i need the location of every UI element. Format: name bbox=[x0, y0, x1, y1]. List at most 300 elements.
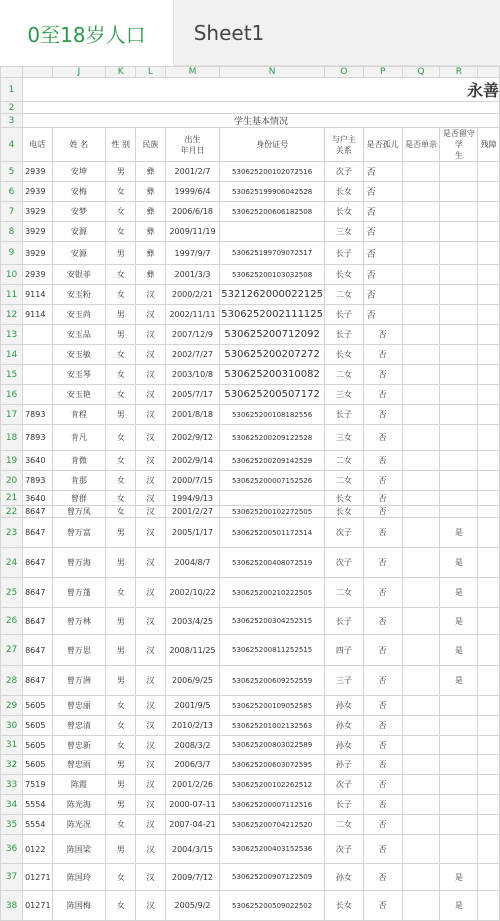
cell-phone[interactable]: 5605 bbox=[23, 755, 52, 775]
cell-id-number[interactable]: 530625200606182508 bbox=[220, 202, 325, 222]
cell-single-parent[interactable] bbox=[402, 666, 440, 696]
cell-orphan[interactable]: 否 bbox=[363, 222, 402, 242]
cell-id-number[interactable]: 530625199709072517 bbox=[220, 242, 325, 265]
cell-birth-date[interactable]: 2005/9/2 bbox=[165, 891, 219, 921]
cell-id-number[interactable]: 530625200304252515 bbox=[220, 608, 325, 635]
cell-relation[interactable]: 长子 bbox=[325, 242, 364, 265]
column-header-s[interactable] bbox=[478, 67, 500, 78]
cell-left-behind[interactable]: 是 bbox=[440, 891, 478, 921]
cell-birth-date[interactable]: 2009/11/19 bbox=[165, 222, 219, 242]
cell-phone[interactable]: 5554 bbox=[23, 815, 52, 835]
cell-cut-off[interactable] bbox=[478, 891, 500, 921]
cell-cut-off[interactable] bbox=[478, 222, 500, 242]
cell-name[interactable]: 曾群 bbox=[52, 491, 106, 506]
blank-cell[interactable] bbox=[23, 102, 500, 114]
cell-name[interactable]: 肯凡 bbox=[52, 425, 106, 451]
cell-orphan[interactable]: 否 bbox=[363, 716, 402, 736]
cell-gender[interactable]: 男 bbox=[106, 162, 136, 182]
column-header-p[interactable]: P bbox=[363, 67, 402, 78]
row-number[interactable]: 16 bbox=[1, 385, 23, 405]
cell-phone[interactable]: 2939 bbox=[23, 162, 52, 182]
cell-birth-date[interactable]: 2001/2/7 bbox=[165, 162, 219, 182]
row-number[interactable]: 15 bbox=[1, 365, 23, 385]
cell-birth-date[interactable]: 2006/6/18 bbox=[165, 202, 219, 222]
header-single-parent[interactable]: 是否单亲 bbox=[402, 128, 440, 162]
cell-id-number[interactable]: 530625200102272505 bbox=[220, 506, 325, 518]
row-number[interactable]: 37 bbox=[1, 864, 23, 891]
cell-ethnicity[interactable]: 彝 bbox=[136, 162, 166, 182]
cell-gender[interactable]: 男 bbox=[106, 405, 136, 425]
cell-cut-off[interactable] bbox=[478, 202, 500, 222]
cell-relation[interactable]: 长女 bbox=[325, 265, 364, 285]
cell-orphan[interactable]: 否 bbox=[363, 736, 402, 755]
cell-single-parent[interactable] bbox=[402, 795, 440, 815]
cell-single-parent[interactable] bbox=[402, 222, 440, 242]
cell-cut-off[interactable] bbox=[478, 864, 500, 891]
cell-left-behind[interactable]: 是 bbox=[440, 635, 478, 666]
cell-phone[interactable]: 9114 bbox=[23, 285, 52, 305]
cell-id-number[interactable]: 530625200102262512 bbox=[220, 775, 325, 795]
cell-cut-off[interactable] bbox=[478, 755, 500, 775]
cell-orphan[interactable]: 否 bbox=[363, 285, 402, 305]
cell-gender[interactable]: 女 bbox=[106, 202, 136, 222]
cell-orphan[interactable]: 否 bbox=[363, 835, 402, 864]
row-number[interactable]: 11 bbox=[1, 285, 23, 305]
cell-ethnicity[interactable]: 汉 bbox=[136, 696, 166, 716]
cell-relation[interactable]: 长女 bbox=[325, 182, 364, 202]
cell-gender[interactable]: 男 bbox=[106, 548, 136, 578]
cell-relation[interactable]: 长子 bbox=[325, 608, 364, 635]
cell-birth-date[interactable]: 2000-07-11 bbox=[165, 795, 219, 815]
cell-birth-date[interactable]: 2000/7/15 bbox=[165, 471, 219, 491]
cell-birth-date[interactable]: 1994/9/13 bbox=[165, 491, 219, 506]
cell-gender[interactable]: 男 bbox=[106, 795, 136, 815]
cell-left-behind[interactable] bbox=[440, 471, 478, 491]
cell-cut-off[interactable] bbox=[478, 405, 500, 425]
cell-single-parent[interactable] bbox=[402, 182, 440, 202]
cell-id-number[interactable]: 530625200712092 bbox=[220, 325, 325, 345]
cell-name[interactable]: 肯那 bbox=[52, 471, 106, 491]
cell-relation[interactable]: 长女 bbox=[325, 345, 364, 365]
cell-cut-off[interactable] bbox=[478, 182, 500, 202]
cell-name[interactable]: 安银菲 bbox=[52, 265, 106, 285]
cell-ethnicity[interactable]: 汉 bbox=[136, 345, 166, 365]
cell-name[interactable]: 曾万思 bbox=[52, 635, 106, 666]
cell-ethnicity[interactable]: 汉 bbox=[136, 405, 166, 425]
cell-ethnicity[interactable]: 汉 bbox=[136, 305, 166, 325]
cell-name[interactable]: 安玉琴 bbox=[52, 365, 106, 385]
column-header-i[interactable] bbox=[23, 67, 52, 78]
column-header-k[interactable]: K bbox=[106, 67, 136, 78]
cell-single-parent[interactable] bbox=[402, 506, 440, 518]
cell-relation[interactable]: 长子 bbox=[325, 795, 364, 815]
cell-ethnicity[interactable]: 彝 bbox=[136, 222, 166, 242]
cell-id-number[interactable]: 530625200103032508 bbox=[220, 265, 325, 285]
cell-relation[interactable]: 次子 bbox=[325, 775, 364, 795]
cell-single-parent[interactable] bbox=[402, 285, 440, 305]
cell-cut-off[interactable] bbox=[478, 471, 500, 491]
header-gender[interactable]: 性 别 bbox=[106, 128, 136, 162]
cell-name[interactable]: 陈光况 bbox=[52, 815, 106, 835]
header-left-behind[interactable] bbox=[440, 128, 478, 162]
cell-id-number[interactable]: 5306252002111125 bbox=[220, 305, 325, 325]
cell-id-number[interactable]: 530625200207272 bbox=[220, 345, 325, 365]
cell-ethnicity[interactable]: 彝 bbox=[136, 202, 166, 222]
cell-id-number[interactable]: 530625200501172514 bbox=[220, 518, 325, 548]
cell-orphan[interactable]: 否 bbox=[363, 242, 402, 265]
cell-cut-off[interactable] bbox=[478, 425, 500, 451]
cell-relation[interactable]: 二女 bbox=[325, 285, 364, 305]
cell-name[interactable]: 曾忠清 bbox=[52, 716, 106, 736]
column-header-m[interactable]: M bbox=[165, 67, 219, 78]
row-number[interactable]: 33 bbox=[1, 775, 23, 795]
column-header-o[interactable]: O bbox=[325, 67, 364, 78]
header-ethnicity[interactable]: 民族 bbox=[136, 128, 166, 162]
cell-gender[interactable]: 女 bbox=[106, 506, 136, 518]
cell-relation[interactable]: 孙女 bbox=[325, 736, 364, 755]
cell-birth-date[interactable]: 2000/2/21 bbox=[165, 285, 219, 305]
cell-name[interactable]: 曾万海 bbox=[52, 548, 106, 578]
cell-single-parent[interactable] bbox=[402, 365, 440, 385]
cell-phone[interactable]: 7519 bbox=[23, 775, 52, 795]
cell-orphan[interactable]: 否 bbox=[363, 405, 402, 425]
cell-phone[interactable] bbox=[23, 365, 52, 385]
cell-cut-off[interactable] bbox=[478, 635, 500, 666]
header-birth-date[interactable] bbox=[165, 128, 219, 162]
cell-phone[interactable]: 9114 bbox=[23, 305, 52, 325]
cell-name[interactable]: 陈国梅 bbox=[52, 891, 106, 921]
cell-single-parent[interactable] bbox=[402, 815, 440, 835]
cell-ethnicity[interactable]: 彝 bbox=[136, 242, 166, 265]
cell-name[interactable]: 曾忠新 bbox=[52, 736, 106, 755]
cell-id-number[interactable]: 530625200408072519 bbox=[220, 548, 325, 578]
cell-id-number[interactable]: 530625200310082 bbox=[220, 365, 325, 385]
cell-phone[interactable]: 8647 bbox=[23, 666, 52, 696]
cell-relation[interactable]: 二女 bbox=[325, 451, 364, 471]
cell-left-behind[interactable] bbox=[440, 162, 478, 182]
cell-left-behind[interactable]: 是 bbox=[440, 548, 478, 578]
cell-single-parent[interactable] bbox=[402, 405, 440, 425]
cell-left-behind[interactable] bbox=[440, 365, 478, 385]
cell-relation[interactable]: 二女 bbox=[325, 471, 364, 491]
cell-orphan[interactable]: 否 bbox=[363, 815, 402, 835]
cell-phone[interactable]: 7893 bbox=[23, 405, 52, 425]
cell-id-number[interactable]: 530625200209122528 bbox=[220, 425, 325, 451]
cell-ethnicity[interactable]: 汉 bbox=[136, 891, 166, 921]
row-number[interactable]: 28 bbox=[1, 666, 23, 696]
cell-cut-off[interactable] bbox=[478, 162, 500, 182]
cell-single-parent[interactable] bbox=[402, 864, 440, 891]
cell-name[interactable]: 安玉品 bbox=[52, 325, 106, 345]
cell-id-number[interactable]: 530625200509022502 bbox=[220, 891, 325, 921]
cell-ethnicity[interactable]: 彝 bbox=[136, 182, 166, 202]
cell-relation[interactable]: 长女 bbox=[325, 491, 364, 506]
sheet-title[interactable]: 永善 bbox=[23, 78, 500, 102]
cell-left-behind[interactable] bbox=[440, 491, 478, 506]
row-number[interactable]: 27 bbox=[1, 635, 23, 666]
cell-orphan[interactable]: 否 bbox=[363, 345, 402, 365]
cell-name[interactable]: 陈霞 bbox=[52, 775, 106, 795]
cell-id-number[interactable]: 530625200007112516 bbox=[220, 795, 325, 815]
header-relation[interactable] bbox=[325, 128, 364, 162]
cell-name[interactable]: 肯程 bbox=[52, 405, 106, 425]
sheet-tab-sheet1[interactable]: Sheet1 bbox=[193, 21, 265, 45]
cell-ethnicity[interactable]: 彝 bbox=[136, 265, 166, 285]
cell-single-parent[interactable] bbox=[402, 518, 440, 548]
cell-id-number[interactable]: 530625200102072516 bbox=[220, 162, 325, 182]
cell-left-behind[interactable] bbox=[440, 182, 478, 202]
cell-orphan[interactable]: 否 bbox=[363, 666, 402, 696]
cell-gender[interactable]: 女 bbox=[106, 425, 136, 451]
cell-left-behind[interactable]: 是 bbox=[440, 666, 478, 696]
cell-gender[interactable]: 男 bbox=[106, 242, 136, 265]
cell-ethnicity[interactable]: 汉 bbox=[136, 365, 166, 385]
row-number[interactable]: 10 bbox=[1, 265, 23, 285]
cell-gender[interactable]: 女 bbox=[106, 891, 136, 921]
cell-cut-off[interactable] bbox=[478, 285, 500, 305]
cell-single-parent[interactable] bbox=[402, 755, 440, 775]
cell-birth-date[interactable]: 2001/2/26 bbox=[165, 775, 219, 795]
cell-name[interactable]: 安玉粉 bbox=[52, 285, 106, 305]
cell-name[interactable]: 曾忠丽 bbox=[52, 696, 106, 716]
cell-phone[interactable]: 3640 bbox=[23, 491, 52, 506]
header-orphan[interactable]: 是否孤儿 bbox=[363, 128, 402, 162]
cell-gender[interactable]: 女 bbox=[106, 736, 136, 755]
cell-phone[interactable]: 01271 bbox=[23, 891, 52, 921]
cell-cut-off[interactable] bbox=[478, 696, 500, 716]
row-number[interactable]: 5 bbox=[1, 162, 23, 182]
cell-relation[interactable]: 孙子 bbox=[325, 755, 364, 775]
cell-ethnicity[interactable]: 汉 bbox=[136, 815, 166, 835]
cell-ethnicity[interactable]: 汉 bbox=[136, 736, 166, 755]
cell-left-behind[interactable] bbox=[440, 242, 478, 265]
cell-ethnicity[interactable]: 汉 bbox=[136, 385, 166, 405]
cell-left-behind[interactable] bbox=[440, 425, 478, 451]
cell-relation[interactable]: 长子 bbox=[325, 325, 364, 345]
cell-name[interactable]: 安梅 bbox=[52, 182, 106, 202]
cell-birth-date[interactable]: 2004/3/15 bbox=[165, 835, 219, 864]
row-number[interactable]: 13 bbox=[1, 325, 23, 345]
cell-gender[interactable]: 男 bbox=[106, 666, 136, 696]
cell-id-number[interactable]: 530625200210222505 bbox=[220, 578, 325, 608]
cell-left-behind[interactable] bbox=[440, 835, 478, 864]
row-number[interactable]: 9 bbox=[1, 242, 23, 265]
cell-cut-off[interactable] bbox=[478, 815, 500, 835]
cell-single-parent[interactable] bbox=[402, 451, 440, 471]
cell-cut-off[interactable] bbox=[478, 775, 500, 795]
cell-orphan[interactable]: 否 bbox=[363, 265, 402, 285]
cell-gender[interactable]: 男 bbox=[106, 608, 136, 635]
cell-single-parent[interactable] bbox=[402, 491, 440, 506]
cell-orphan[interactable]: 否 bbox=[363, 451, 402, 471]
cell-birth-date[interactable]: 2007/12/9 bbox=[165, 325, 219, 345]
cell-name[interactable]: 安源 bbox=[52, 242, 106, 265]
cell-id-number[interactable]: 530625200007152526 bbox=[220, 471, 325, 491]
cell-relation[interactable]: 次子 bbox=[325, 518, 364, 548]
cell-name[interactable]: 曾万林 bbox=[52, 608, 106, 635]
cell-relation[interactable]: 三子 bbox=[325, 666, 364, 696]
cell-phone[interactable]: 8647 bbox=[23, 506, 52, 518]
row-number[interactable]: 2 bbox=[1, 102, 23, 114]
cell-single-parent[interactable] bbox=[402, 696, 440, 716]
cell-relation[interactable]: 孙女 bbox=[325, 864, 364, 891]
cell-orphan[interactable]: 否 bbox=[363, 696, 402, 716]
cell-relation[interactable]: 三女 bbox=[325, 222, 364, 242]
select-all-corner[interactable] bbox=[1, 67, 23, 78]
cell-phone[interactable]: 7893 bbox=[23, 471, 52, 491]
cell-single-parent[interactable] bbox=[402, 891, 440, 921]
row-number[interactable]: 36 bbox=[1, 835, 23, 864]
row-number[interactable]: 20 bbox=[1, 471, 23, 491]
cell-orphan[interactable]: 否 bbox=[363, 425, 402, 451]
cell-gender[interactable]: 女 bbox=[106, 578, 136, 608]
cell-ethnicity[interactable]: 汉 bbox=[136, 578, 166, 608]
cell-relation[interactable]: 长女 bbox=[325, 506, 364, 518]
cell-single-parent[interactable] bbox=[402, 716, 440, 736]
row-number[interactable]: 3 bbox=[1, 114, 23, 128]
cell-id-number[interactable]: 530625200209142529 bbox=[220, 451, 325, 471]
cell-single-parent[interactable] bbox=[402, 385, 440, 405]
cell-gender[interactable]: 女 bbox=[106, 864, 136, 891]
cell-ethnicity[interactable]: 汉 bbox=[136, 795, 166, 815]
section-title[interactable]: 学生基本情况 bbox=[23, 114, 500, 128]
cell-cut-off[interactable] bbox=[478, 506, 500, 518]
cell-orphan[interactable]: 否 bbox=[363, 471, 402, 491]
row-number[interactable]: 26 bbox=[1, 608, 23, 635]
cell-id-number[interactable]: 530625199906042528 bbox=[220, 182, 325, 202]
cell-single-parent[interactable] bbox=[402, 345, 440, 365]
cell-single-parent[interactable] bbox=[402, 775, 440, 795]
cell-left-behind[interactable] bbox=[440, 716, 478, 736]
cell-cut-off[interactable] bbox=[478, 242, 500, 265]
cell-birth-date[interactable]: 2007-04-21 bbox=[165, 815, 219, 835]
cell-gender[interactable]: 女 bbox=[106, 285, 136, 305]
cell-cut-off[interactable] bbox=[478, 451, 500, 471]
cell-id-number[interactable]: 530625200811252515 bbox=[220, 635, 325, 666]
cell-orphan[interactable]: 否 bbox=[363, 518, 402, 548]
row-number[interactable]: 25 bbox=[1, 578, 23, 608]
cell-id-number[interactable]: 530625201002132563 bbox=[220, 716, 325, 736]
row-number[interactable]: 30 bbox=[1, 716, 23, 736]
row-number[interactable]: 21 bbox=[1, 491, 23, 506]
cell-orphan[interactable]: 否 bbox=[363, 491, 402, 506]
cell-cut-off[interactable] bbox=[478, 608, 500, 635]
cell-birth-date[interactable]: 2006/9/25 bbox=[165, 666, 219, 696]
cell-relation[interactable]: 长女 bbox=[325, 891, 364, 921]
cell-gender[interactable]: 女 bbox=[106, 451, 136, 471]
row-number[interactable]: 7 bbox=[1, 202, 23, 222]
cell-name[interactable]: 安坤 bbox=[52, 162, 106, 182]
cell-gender[interactable]: 女 bbox=[106, 345, 136, 365]
cell-id-number[interactable]: 530625200803022589 bbox=[220, 736, 325, 755]
cell-orphan[interactable]: 否 bbox=[363, 548, 402, 578]
cell-phone[interactable]: 0122 bbox=[23, 835, 52, 864]
cell-id-number[interactable] bbox=[220, 491, 325, 506]
cell-phone[interactable]: 8647 bbox=[23, 608, 52, 635]
cell-ethnicity[interactable]: 汉 bbox=[136, 471, 166, 491]
cell-id-number[interactable]: 530625200108182556 bbox=[220, 405, 325, 425]
cell-single-parent[interactable] bbox=[402, 578, 440, 608]
cell-birth-date[interactable]: 2001/3/3 bbox=[165, 265, 219, 285]
cell-cut-off[interactable] bbox=[478, 365, 500, 385]
cell-phone[interactable]: 2939 bbox=[23, 182, 52, 202]
cell-phone[interactable]: 7893 bbox=[23, 425, 52, 451]
sheet-tab-population[interactable]: 0至18岁人口 bbox=[0, 0, 174, 66]
cell-left-behind[interactable] bbox=[440, 775, 478, 795]
cell-left-behind[interactable] bbox=[440, 265, 478, 285]
cell-left-behind[interactable] bbox=[440, 696, 478, 716]
row-number[interactable]: 22 bbox=[1, 506, 23, 518]
cell-ethnicity[interactable]: 汉 bbox=[136, 666, 166, 696]
cell-name[interactable]: 安梦 bbox=[52, 202, 106, 222]
cell-gender[interactable]: 女 bbox=[106, 696, 136, 716]
cell-phone[interactable] bbox=[23, 345, 52, 365]
cell-orphan[interactable]: 否 bbox=[363, 305, 402, 325]
cell-orphan[interactable]: 否 bbox=[363, 182, 402, 202]
cell-left-behind[interactable]: 是 bbox=[440, 608, 478, 635]
cell-single-parent[interactable] bbox=[402, 425, 440, 451]
cell-cut-off[interactable] bbox=[478, 736, 500, 755]
cell-phone[interactable]: 5605 bbox=[23, 716, 52, 736]
cell-phone[interactable]: 3640 bbox=[23, 451, 52, 471]
column-header-j[interactable]: J bbox=[52, 67, 106, 78]
cell-birth-date[interactable]: 2006/3/7 bbox=[165, 755, 219, 775]
cell-relation[interactable]: 长子 bbox=[325, 405, 364, 425]
cell-gender[interactable]: 男 bbox=[106, 305, 136, 325]
cell-orphan[interactable]: 否 bbox=[363, 202, 402, 222]
cell-gender[interactable]: 女 bbox=[106, 222, 136, 242]
cell-left-behind[interactable] bbox=[440, 815, 478, 835]
cell-relation[interactable]: 三女 bbox=[325, 425, 364, 451]
cell-relation[interactable]: 孙女 bbox=[325, 716, 364, 736]
cell-gender[interactable]: 男 bbox=[106, 835, 136, 864]
cell-phone[interactable]: 8647 bbox=[23, 518, 52, 548]
cell-gender[interactable]: 女 bbox=[106, 491, 136, 506]
cell-orphan[interactable]: 否 bbox=[363, 635, 402, 666]
cell-birth-date[interactable]: 2002/9/14 bbox=[165, 451, 219, 471]
row-number[interactable]: 12 bbox=[1, 305, 23, 325]
header-id-number[interactable]: 身份证号 bbox=[220, 128, 325, 162]
cell-cut-off[interactable] bbox=[478, 325, 500, 345]
cell-birth-date[interactable]: 1997/9/7 bbox=[165, 242, 219, 265]
cell-gender[interactable]: 男 bbox=[106, 755, 136, 775]
cell-birth-date[interactable]: 2003/10/8 bbox=[165, 365, 219, 385]
cell-cut-off[interactable] bbox=[478, 548, 500, 578]
cell-left-behind[interactable] bbox=[440, 305, 478, 325]
cell-ethnicity[interactable]: 汉 bbox=[136, 548, 166, 578]
cell-birth-date[interactable]: 2009/7/12 bbox=[165, 864, 219, 891]
cell-orphan[interactable]: 否 bbox=[363, 506, 402, 518]
column-header-q[interactable]: Q bbox=[402, 67, 440, 78]
cell-relation[interactable]: 次子 bbox=[325, 835, 364, 864]
cell-cut-off[interactable] bbox=[478, 578, 500, 608]
header-phone[interactable]: 电话 bbox=[23, 128, 52, 162]
cell-phone[interactable] bbox=[23, 385, 52, 405]
cell-relation[interactable]: 二女 bbox=[325, 815, 364, 835]
cell-relation[interactable]: 四子 bbox=[325, 635, 364, 666]
cell-single-parent[interactable] bbox=[402, 242, 440, 265]
cell-birth-date[interactable]: 2004/8/7 bbox=[165, 548, 219, 578]
cell-left-behind[interactable] bbox=[440, 385, 478, 405]
cell-id-number[interactable]: 5321262000022125 bbox=[220, 285, 325, 305]
cell-phone[interactable]: 01271 bbox=[23, 864, 52, 891]
cell-birth-date[interactable]: 2010/2/13 bbox=[165, 716, 219, 736]
cell-gender[interactable]: 女 bbox=[106, 815, 136, 835]
cell-cut-off[interactable] bbox=[478, 305, 500, 325]
row-number[interactable]: 38 bbox=[1, 891, 23, 921]
cell-relation[interactable]: 三女 bbox=[325, 385, 364, 405]
cell-gender[interactable]: 女 bbox=[106, 471, 136, 491]
